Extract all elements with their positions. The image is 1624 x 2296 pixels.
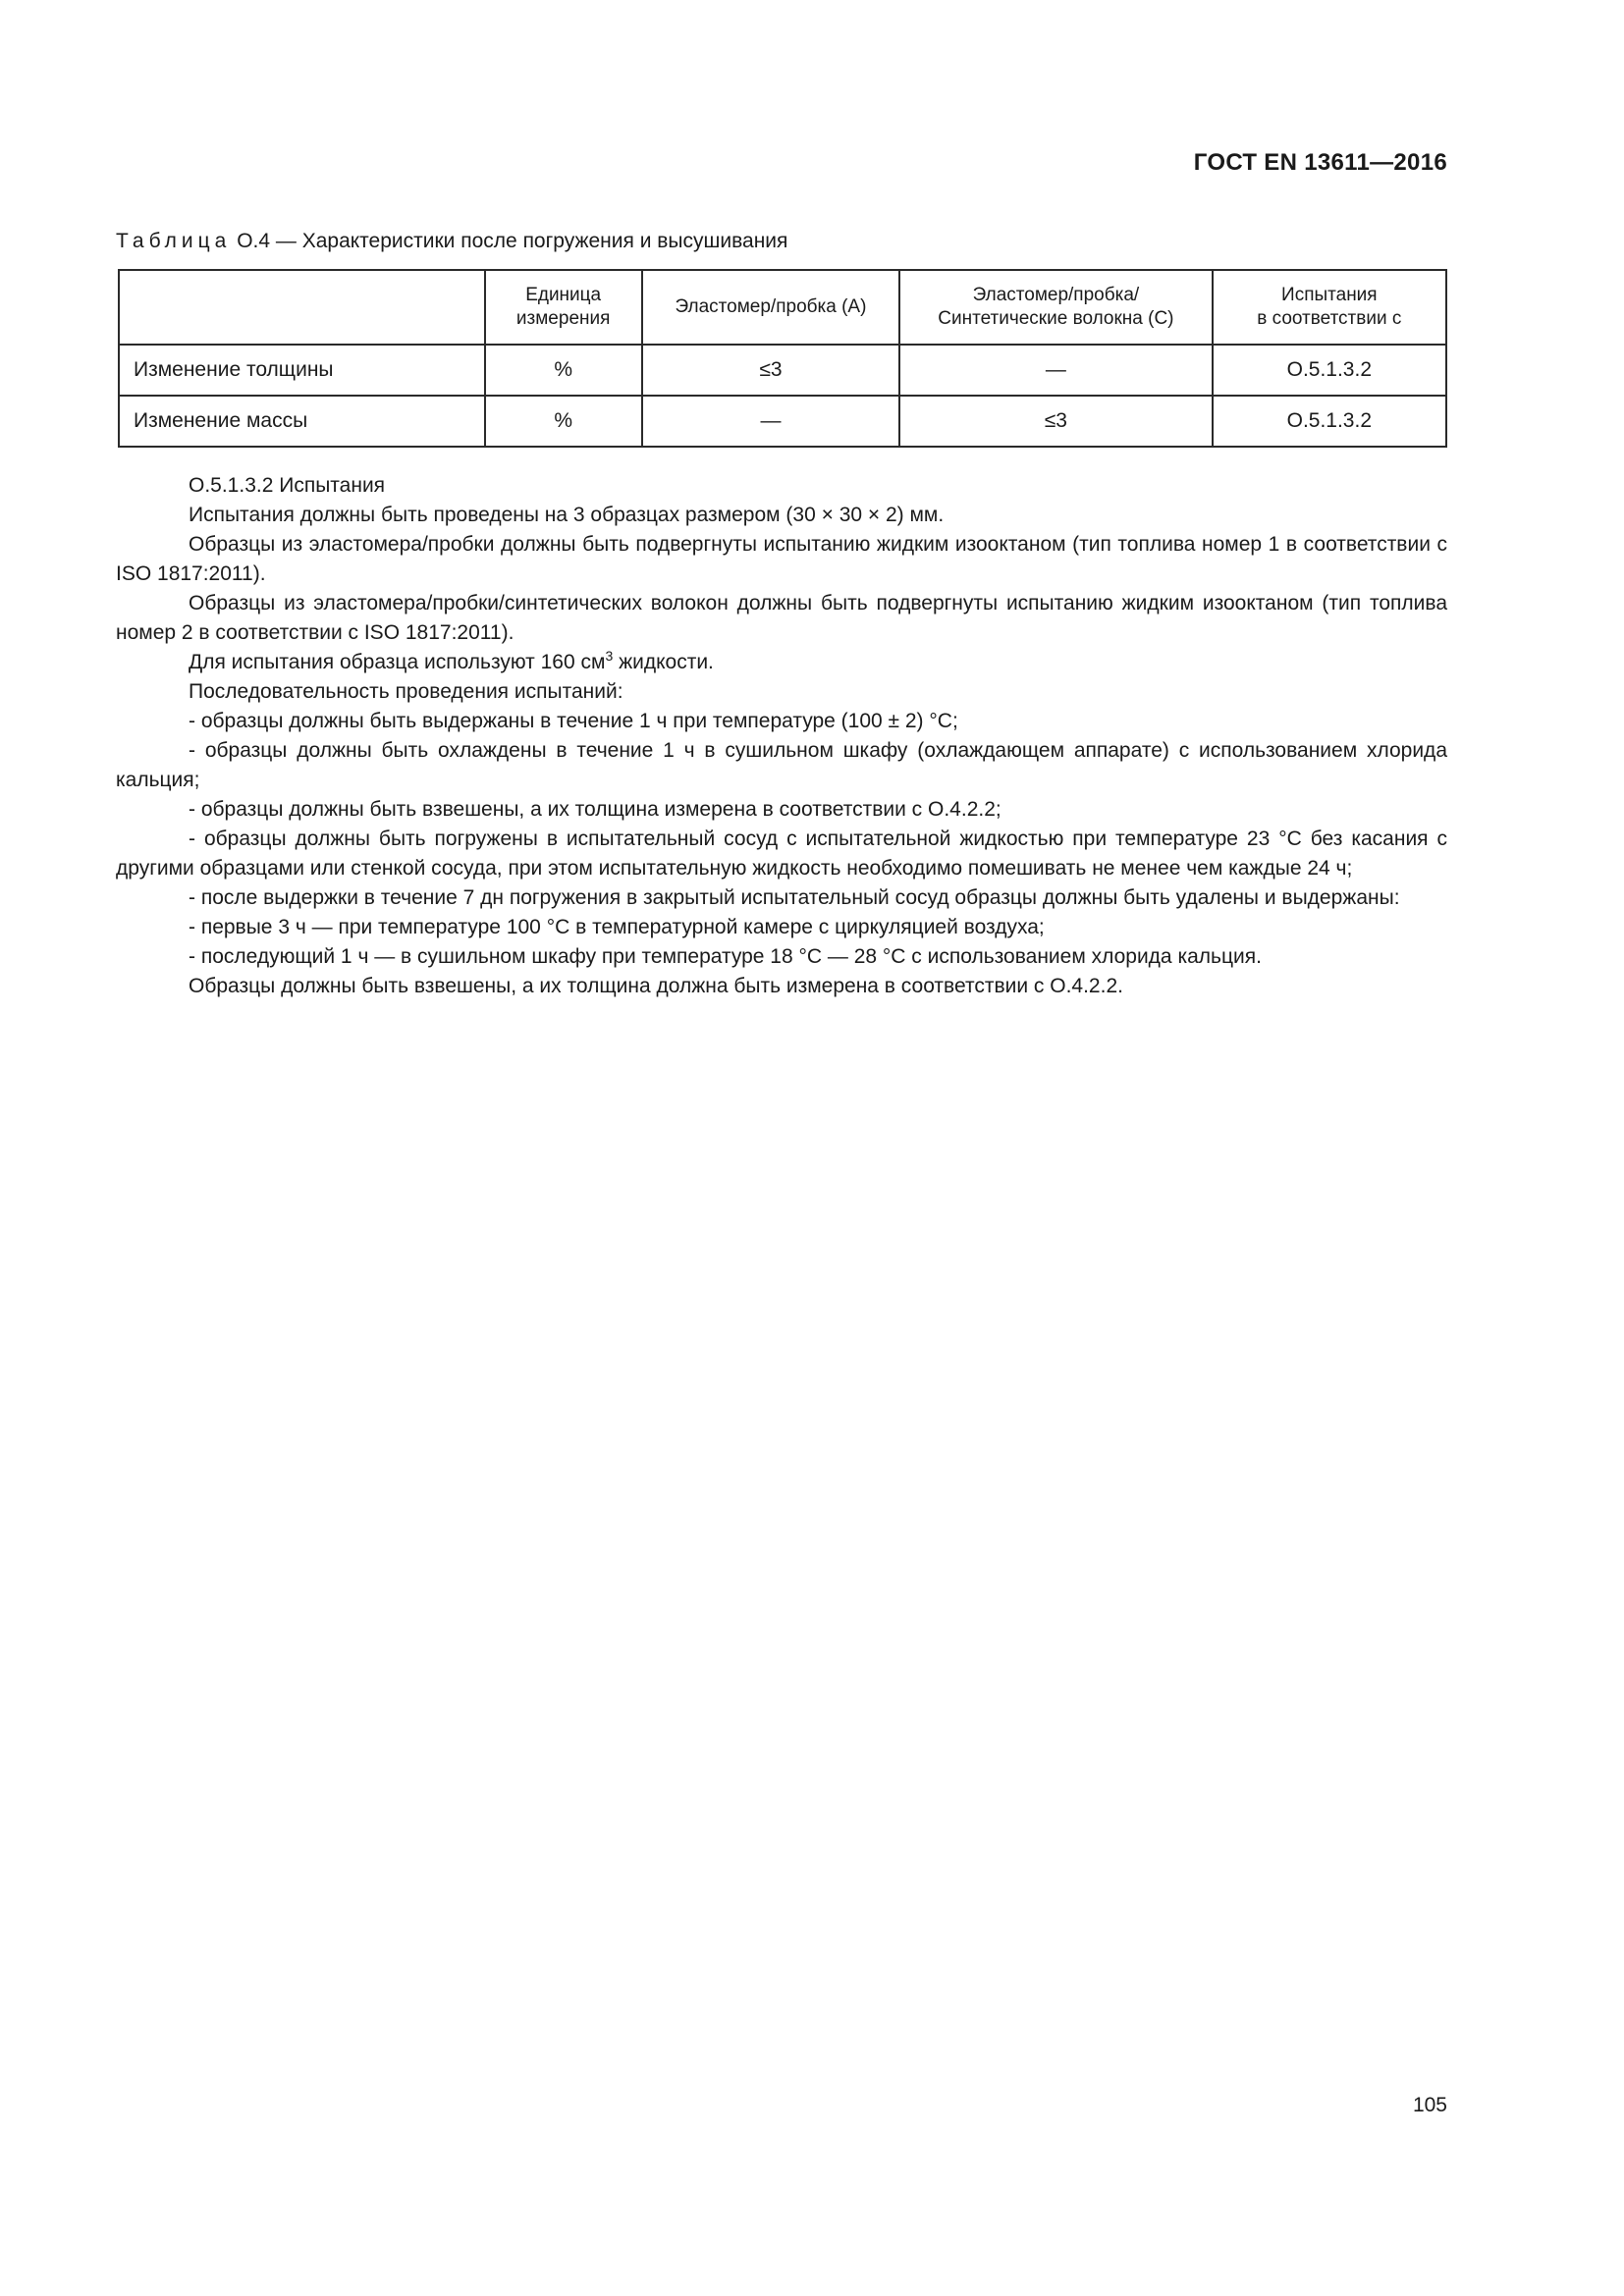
- header-test-line2: в соответствии с: [1257, 308, 1402, 329]
- row-value-a: —: [642, 396, 899, 447]
- table-row: [119, 396, 1446, 447]
- row-value-c: ≤3: [899, 396, 1212, 447]
- table-caption-text: О.4 — Характеристики после погружения и высушивания: [237, 230, 788, 252]
- row-param: Изменение массы: [119, 396, 485, 447]
- paragraph-text: жидкости.: [613, 651, 714, 673]
- paragraph: Испытания должны быть проведены на 3 образцах размером (30 × 30 × 2) мм.: [189, 504, 945, 526]
- paragraph-text: Для испытания образца используют 160 см: [189, 651, 606, 673]
- header-test-reference: [1213, 270, 1446, 345]
- header-c-line2: Синтетические волокна (С): [938, 308, 1174, 329]
- paragraph: Образцы из эластомера/пробки/синтетических волокон должны быть подвергнуты испытанию жидким изооктаном (тип топлива номер 2 в соответствии с ISO 1817:2011).: [116, 592, 1447, 644]
- list-item: - образцы должны быть погружены в испытательный сосуд с испытательной жидкостью при температуре 23 °C без касания с другими образцами или стенкой сосуда, при этом испытательную жидкость необходимо помешивать не менее чем каждые 24 ч;: [116, 828, 1447, 880]
- list-item: - образцы должны быть выдержаны в течение 1 ч при температуре (100 ± 2) °C;: [189, 710, 958, 732]
- page-number: 105: [1412, 2094, 1447, 2116]
- list-item: - после выдержки в течение 7 дн погружения в закрытый испытательный сосуд образцы должны быть удалены и выдержаны:: [189, 886, 1400, 909]
- header-elastomer-cork-synthetic-c: [899, 270, 1212, 345]
- characteristics-table: [118, 269, 1447, 448]
- row-test-ref: О.5.1.3.2: [1213, 345, 1446, 396]
- header-c-line1: Эластомер/пробка/: [972, 285, 1140, 305]
- list-item: - образцы должны быть взвешены, а их толщина измерена в соответствии с О.4.2.2;: [189, 798, 1001, 821]
- row-test-ref: О.5.1.3.2: [1213, 396, 1446, 447]
- paragraph: Последовательность проведения испытаний:: [189, 680, 623, 703]
- paragraph: [116, 648, 1447, 677]
- header-unit-line2: измерения: [515, 308, 611, 329]
- header-elastomer-cork-a: Эластомер/пробка (А): [642, 270, 899, 345]
- section-heading: О.5.1.3.2 Испытания: [189, 474, 386, 497]
- row-unit: %: [485, 396, 642, 447]
- table-row: [119, 345, 1446, 396]
- header-unit-line1: Единица: [525, 285, 602, 305]
- list-item: - образцы должны быть охлаждены в течение 1 ч в сушильном шкафу (охлаждающем аппарате) с использованием хлорида кальция;: [116, 739, 1447, 791]
- row-value-c: —: [899, 345, 1212, 396]
- header-param: [119, 270, 485, 345]
- document-code: ГОСТ EN 13611—2016: [1193, 149, 1447, 176]
- table-caption-label: Таблица: [116, 230, 232, 252]
- section-body: [116, 471, 1447, 1001]
- superscript: 3: [605, 648, 614, 664]
- header-unit: [485, 270, 642, 345]
- table-caption: [116, 230, 787, 253]
- table-header-row: [119, 270, 1446, 345]
- row-unit: %: [485, 345, 642, 396]
- paragraph: Образцы из эластомера/пробки должны быть подвергнуты испытанию жидким изооктаном (тип топлива номер 1 в соответствии с ISO 1817:2011).: [116, 533, 1447, 585]
- row-param: Изменение толщины: [119, 345, 485, 396]
- list-item: - последующий 1 ч — в сушильном шкафу при температуре 18 °C — 28 °C с использованием хлорида кальция.: [189, 945, 1262, 968]
- list-item: - первые 3 ч — при температуре 100 °C в температурной камере с циркуляцией воздуха;: [189, 916, 1045, 938]
- paragraph: Образцы должны быть взвешены, а их толщина должна быть измерена в соответствии с О.4.2.2.: [189, 975, 1123, 997]
- header-test-line1: Испытания: [1281, 285, 1378, 305]
- row-value-a: ≤3: [642, 345, 899, 396]
